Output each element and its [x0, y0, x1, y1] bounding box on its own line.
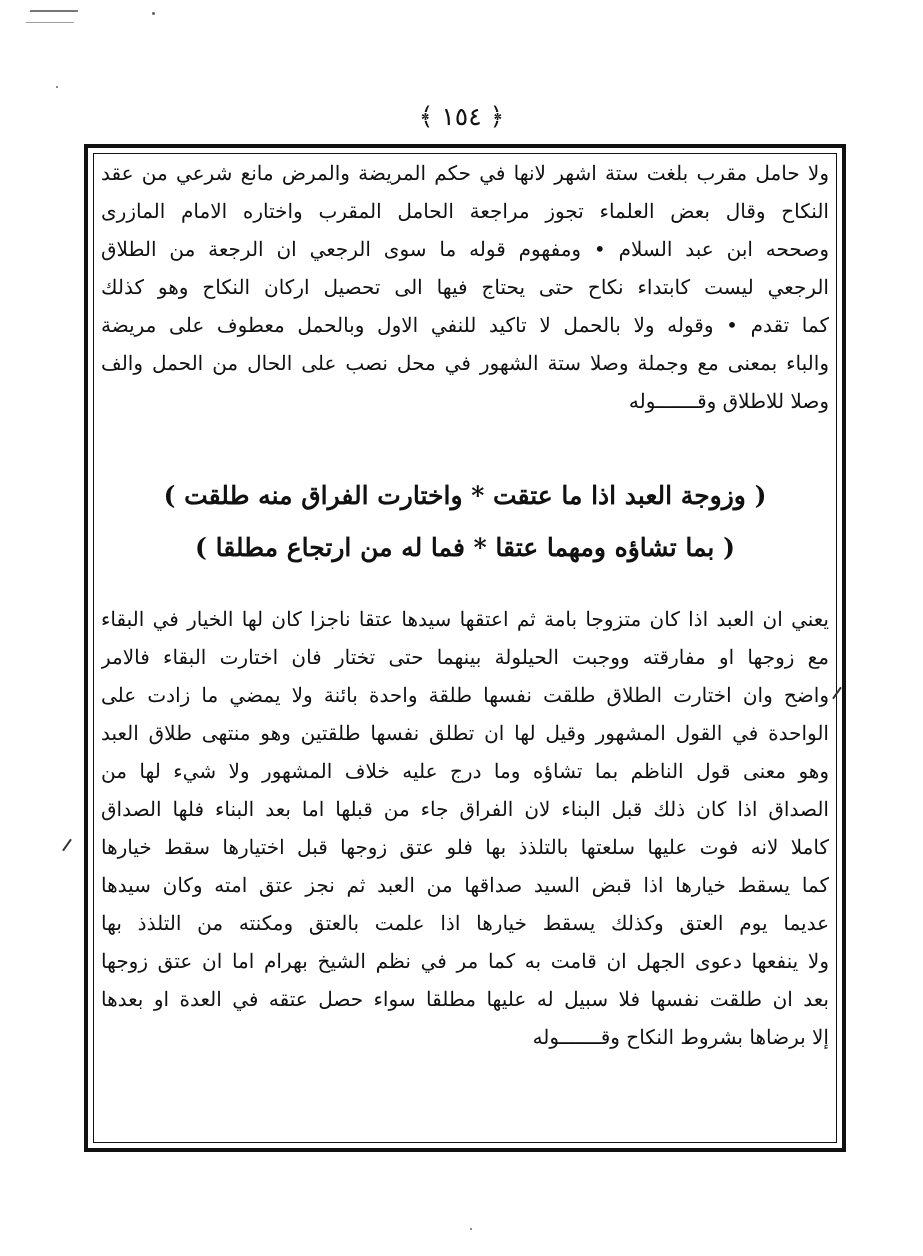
- text-line: ولا حامل مقرب بلغت ستة اشهر لانها في حكم المريضة والمرض مانع شرعي من عقد: [101, 161, 829, 185]
- text-line: كاملا لانه فوت عليها سلعتها بالتلذذ بها فلو عتق زوجها قبل اختيارها سقط خيارها: [101, 835, 829, 859]
- text-line: الواحدة في القول المشهور وقيل لها ان تطلق نفسها طلقتين وهو منتهى طلاق العبد: [101, 721, 829, 745]
- paragraph-1: [101, 154, 829, 420]
- text-line: بعد ان طلقت نفسها فلا سبيل له عليها مطلقا سواء حصل عتقه في العدة او بعدها: [101, 987, 829, 1011]
- scan-speck: [56, 86, 58, 88]
- text-line: إلا برضاها بشروط النكاح وقـــــــوله: [532, 1025, 829, 1049]
- margin-mark: [62, 839, 72, 852]
- text-line: مع زوجها او مفارقته ووجبت الحيلولة بينهما حتى تختار فان اختارت البقاء فالامر: [101, 645, 829, 669]
- text-line: يعني ان العبد اذا كان متزوجا بامة ثم اعتقها سيدها عتقا ناجزا كان لها الخيار في البقاء: [101, 607, 829, 631]
- text-line: الرجعي ليست كابتداء نكاح حتى يحتاج فيها الى تحصيل اركان النكاح وهو كذلك: [101, 275, 829, 299]
- text-line: ولا ينفعها دعوى الجهل ان قامت به كما مر في نظم الشيخ بهرام اما ان عتق زوجها: [101, 949, 829, 973]
- scan-speck: [152, 12, 155, 15]
- poem-verses: [101, 470, 829, 574]
- verse-line: ( بما تشاؤه ومهما عتقا * فما له من ارتجاع مطلقا ): [195, 533, 735, 562]
- text-line: الصداق اذا كان ذلك قبل البناء لان الفراق جاء من قبلها اما بعد البناء فلها الصداق: [101, 797, 829, 821]
- text-line: والباء بمعنى مع وجملة وصلا ستة الشهور في محل نصب على الحال من الحمل والف: [101, 351, 829, 375]
- text-line: وصححه ابن عبد السلام • ومفهوم قوله ما سوى الرجعي ان الرجعة من الطلاق: [101, 237, 829, 261]
- paragraph-2: [101, 600, 829, 1056]
- page-number: ﴿ ١٥٤ ﴾: [418, 102, 505, 131]
- scan-corner-mark: [26, 10, 79, 23]
- text-line: واضح وان اختارت الطلاق طلقت نفسها طلقة واحدة بائنة ولا يمضي ما زادت على: [101, 683, 829, 707]
- text-line: وصلا للاطلاق وقـــــــوله: [628, 389, 829, 413]
- scan-speck: [470, 1228, 472, 1230]
- verse-line: ( وزوجة العبد اذا ما عتقت * واختارت الفراق منه طلقت ): [163, 481, 767, 510]
- text-line: النكاح وقال بعض العلماء تجوز مراجعة الحامل المقرب واختاره الامام المازرى: [101, 199, 829, 223]
- text-line: كما يسقط خيارها اذا قبض السيد صداقها من العبد ثم نجز عتق امته وكان سيدها: [101, 873, 829, 897]
- text-line: كما تقدم • وقوله ولا بالحمل لا تاكيد للنفي الاول وبالحمل معطوف على مريضة: [101, 313, 829, 337]
- text-line: وهو معنى قول الناظم بما تشاؤه وما درج عليه خلاف المشهور ولا شيء لها من: [101, 759, 829, 783]
- text-line: عديما يوم العتق وكذلك يسقط خيارها اذا علمت بالعتق ومكنته من التلذذ بها: [101, 911, 829, 935]
